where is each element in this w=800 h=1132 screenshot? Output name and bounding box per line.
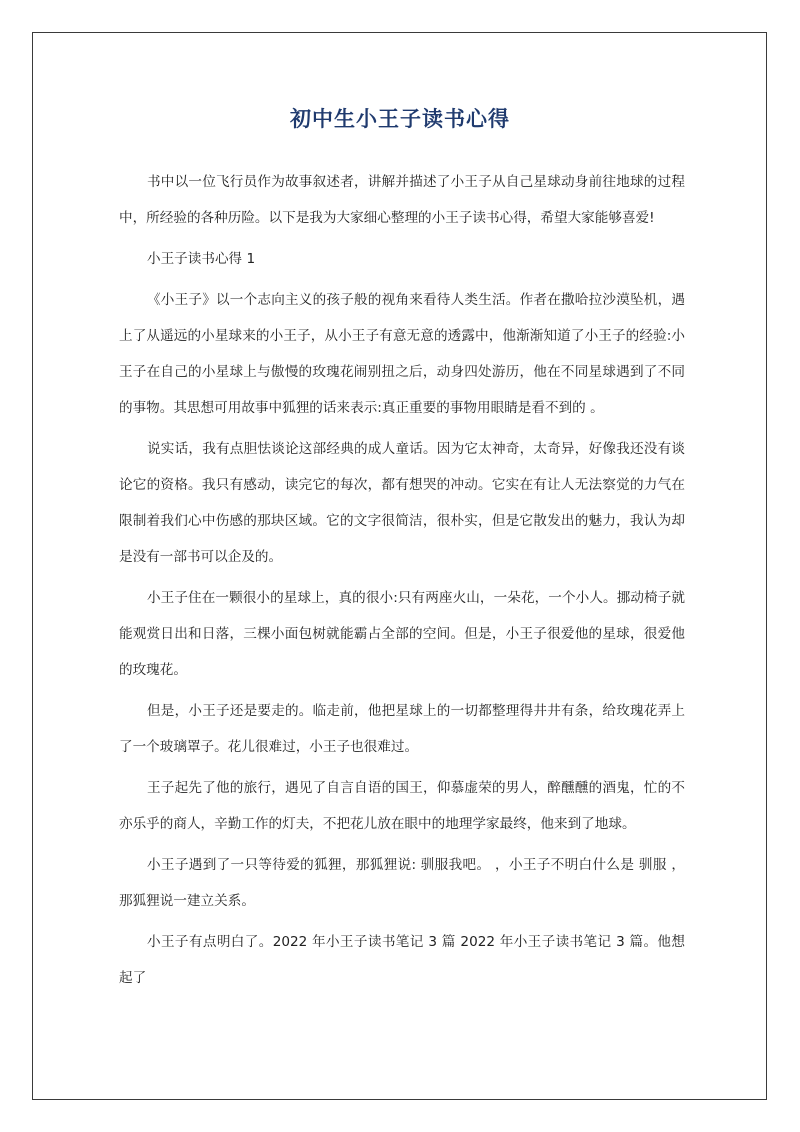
document-body <box>119 164 685 1001</box>
section-heading: 小王子读书心得 1 <box>147 251 256 267</box>
paragraph-1: 《小王子》以一个志向主义的孩子般的视角来看待人类生活。作者在撒哈拉沙漠坠机，遇上了从遥远的小星球来的小王子，从小王子有意无意的透露中，他渐渐知道了小王子的经验:小王子在自己的小星球上与傲慢的玫瑰花闹别扭之后，动身四处游历，他在不同星球遇到了不同的事物。其思想可用故事中狐狸的话来表示:真正重要的事物用眼睛是看不到的 。 <box>119 292 685 416</box>
paragraph-6: 小王子遇到了一只等待爱的狐狸，那狐狸说: 驯服我吧。 ，小王子不明白什么是 驯服 ，那狐狸说一建立关系。 <box>119 857 685 909</box>
paragraph-7: 小王子有点明白了。2022 年小王子读书笔记 3 篇 2022 年小王子读书笔记 3 篇。他想起了 <box>119 934 685 986</box>
paragraph-2: 说实话，我有点胆怯谈论这部经典的成人童话。因为它太神奇，太奇异，好像我还没有谈论它的资格。我只有感动，读完它的每次，都有想哭的冲动。它实在有让人无法察觉的力气在限制着我们心中伤感的那块区域。它的文字很简洁，很朴实，但是它散发出的魅力，我认为却是没有一部书可以企及的。 <box>119 441 685 565</box>
paragraph-4: 但是，小王子还是要走的。临走前，他把星球上的一切都整理得井井有条，给玫瑰花弄上了一个玻璃罩子。花儿很难过，小王子也很难过。 <box>119 703 685 755</box>
paragraph-3: 小王子住在一颗很小的星球上，真的很小:只有两座火山，一朵花，一个小人。挪动椅子就能观赏日出和日落，三棵小面包树就能霸占全部的空间。但是，小王子很爱他的星球，很爱他的玫瑰花。 <box>119 590 685 678</box>
paragraph-intro: 书中以一位飞行员作为故事叙述者，讲解并描述了小王子从自己星球动身前往地球的过程中，所经验的各种历险。以下是我为大家细心整理的小王子读书心得，希望大家能够喜爱! <box>119 174 685 226</box>
paragraph-5: 王子起先了他的旅行，遇见了自言自语的国王，仰慕虚荣的男人，醉醺醺的酒鬼，忙的不亦乐乎的商人，辛勤工作的灯夫，不把花儿放在眼中的地理学家最终，他来到了地球。 <box>119 780 685 832</box>
document-title: 初中生小王子读书心得 <box>290 107 510 131</box>
